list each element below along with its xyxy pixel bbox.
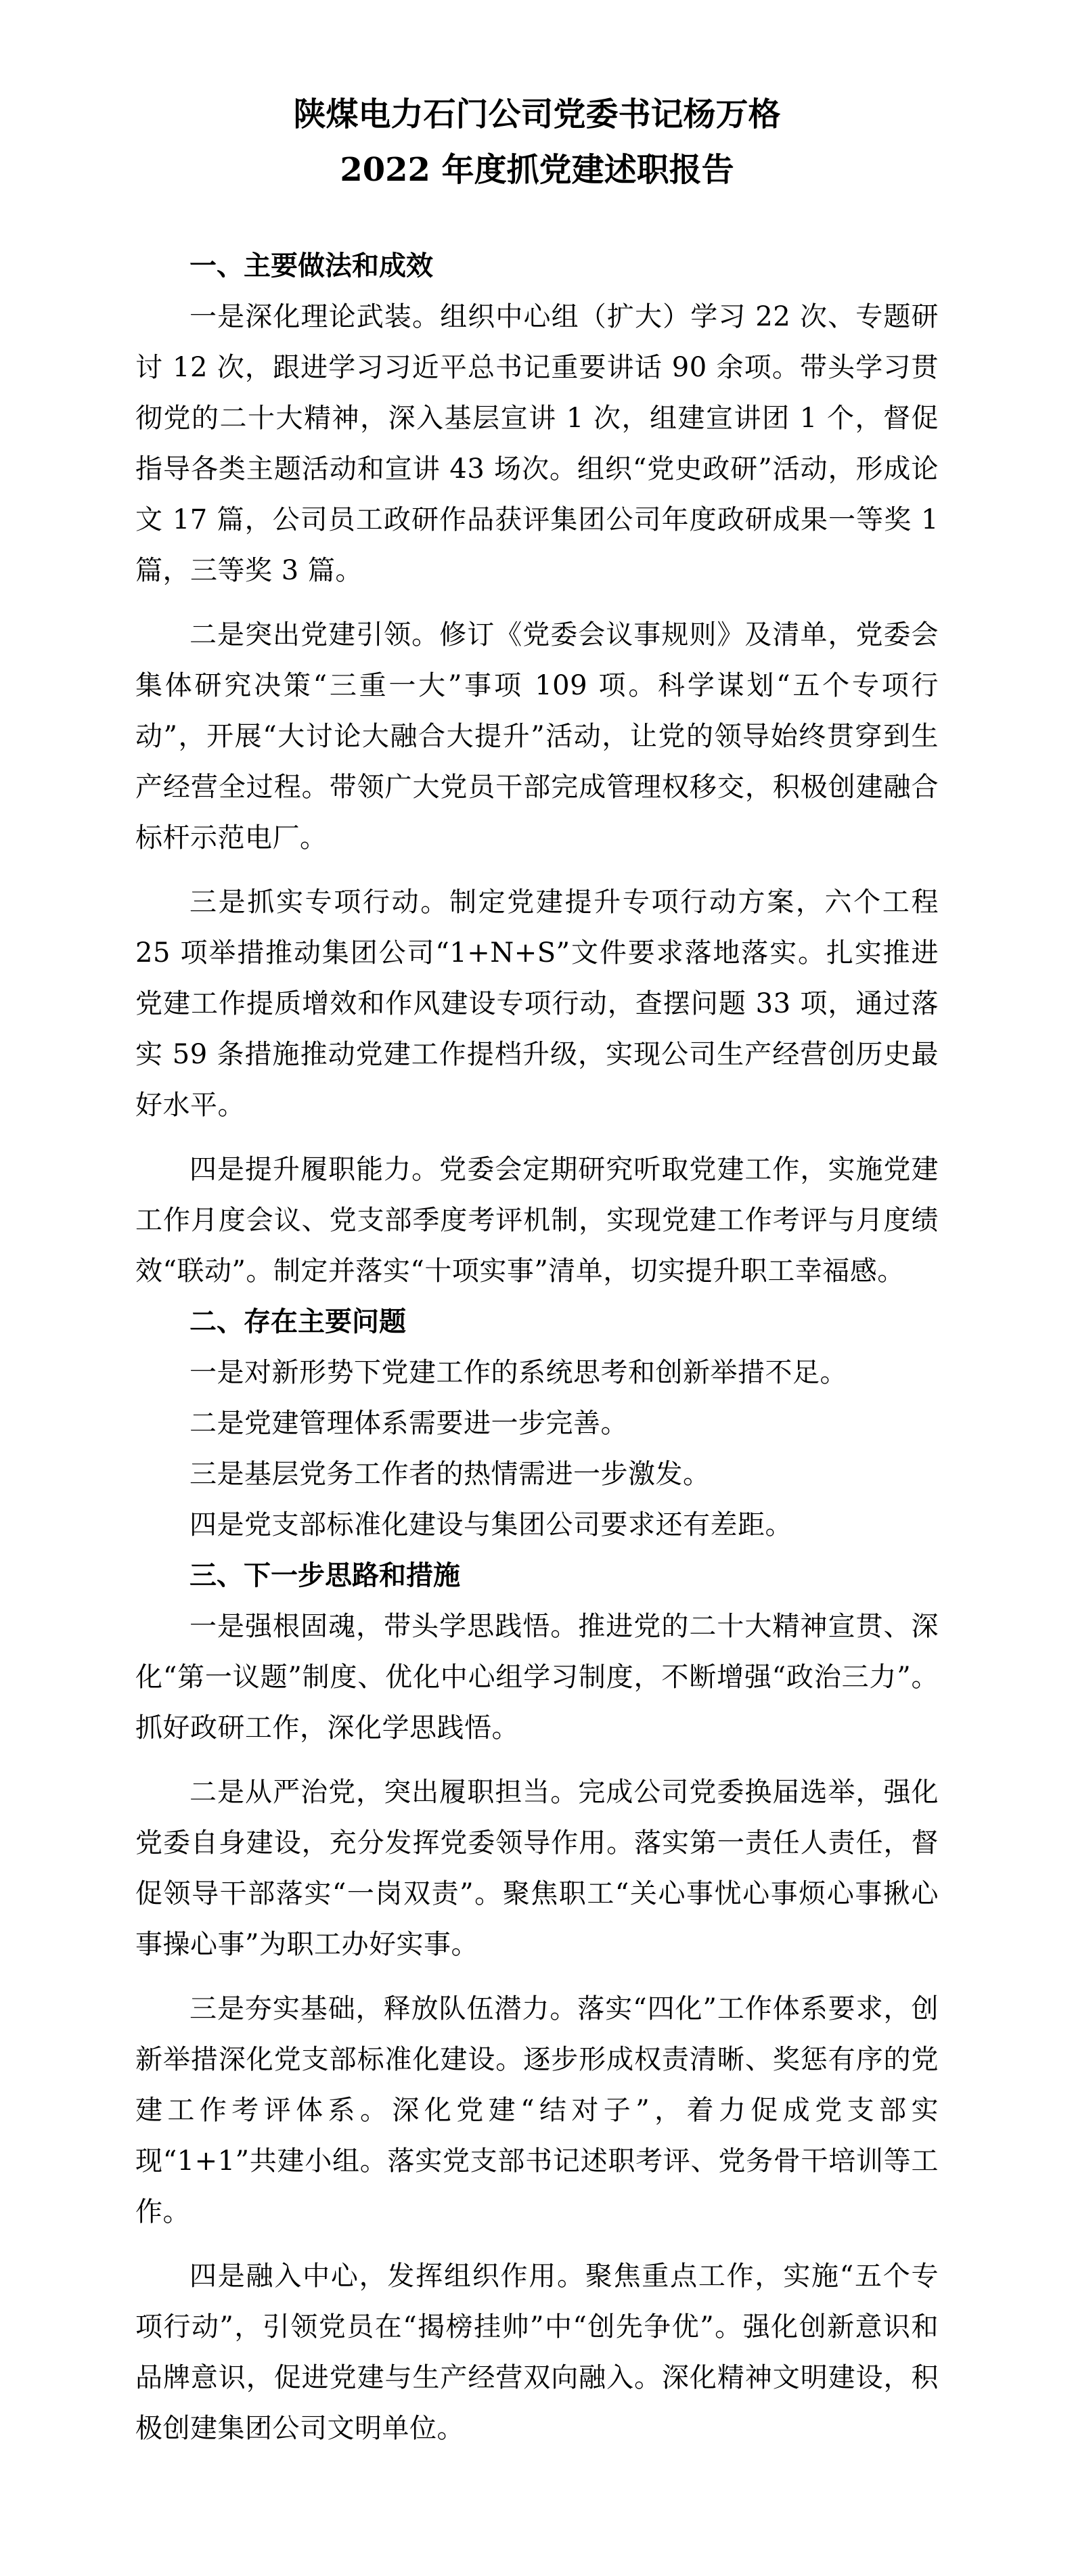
paragraph: 四是党支部标准化建设与集团公司要求还有差距。 <box>189 1509 792 1540</box>
paragraph: 一是强根固魂，带头学思践悟。推进党的二十大精神宣贯、深化“第一议题”制度、优化中心组学习制度，不断增强“政治三力”。抓好政研工作，深化学思践悟。 <box>135 1611 939 1744</box>
paragraph-gap <box>135 1754 939 1767</box>
paragraph: 二是突出党建引领。修订《党委会议事规则》及清单，党委会集体研究决策“三重一大”事项 109 项。科学谋划“五个专项行动”，开展“大讨论大融合大提升”活动，让党的领导始终贯穿到生产经营全过程。带领广大党员干部完成管理权移交，积极创建融合标杆示范电厂。 <box>135 619 939 853</box>
section-heading-3: 三、下一步思路和措施 <box>189 1560 460 1591</box>
paragraph: 四是融入中心，发挥组织作用。聚焦重点工作，实施“五个专项行动”，引领党员在“揭榜挂帅”中“创先争优”。强化创新意识和品牌意识，促进党建与生产经营双向融入。深化精神文明建设，积极创建集团公司文明单位。 <box>135 2261 939 2444</box>
paragraph: 三是抓实专项行动。制定党建提升专项行动方案，六个工程 25 项举措推动集团公司“1+N+S”文件要求落地落实。扎实推进党建工作提质增效和作风建设专项行动，查摆问题 33 项，通过落实 59 条措施推动党建工作提档升级，实现公司生产经营创历史最好水平。 <box>135 887 939 1121</box>
paragraph-gap <box>135 1970 939 1984</box>
paragraph: 三是夯实基础，释放队伍潜力。落实“四化”工作体系要求，创新举措深化党支部标准化建设。逐步形成权责清晰、奖惩有序的党建工作考评体系。深化党建“结对子”，着力促成党支部实现“1+1”共建小组。落实党支部书记述职考评、党务骨干培训等工作。 <box>135 1993 939 2227</box>
paragraph: 一是对新形势下党建工作的系统思考和创新举措不足。 <box>189 1357 847 1388</box>
title-spacer <box>135 198 939 241</box>
paragraph-gap <box>135 2238 939 2251</box>
section-heading-2: 二、存在主要问题 <box>189 1306 406 1337</box>
document-title-line-1: 陕煤电力石门公司党委书记杨万格 <box>293 95 781 133</box>
paragraph-gap <box>135 864 939 877</box>
paragraph: 一是深化理论武装。组织中心组（扩大）学习 22 次、专题研讨 12 次，跟进学习习近平总书记重要讲话 90 余项。带头学习贯彻党的二十大精神，深入基层宣讲 1 次，组建宣讲团 1 个，督促指导各类主题活动和宣讲 43 场次。组织“党史政研”活动，形成论文 17 篇，公司员工政研作品获评集团公司年度政研成果一等奖 1 篇，三等奖 3 篇。 <box>135 301 939 586</box>
paragraph: 三是基层党务工作者的热情需进一步激发。 <box>189 1459 711 1490</box>
section-heading-1: 一、主要做法和成效 <box>189 250 433 282</box>
document-title-line-2: 2022 年度抓党建述职报告 <box>340 151 734 189</box>
paragraph: 四是提升履职能力。党委会定期研究听取党建工作，实施党建工作月度会议、党支部季度考评机制，实现党建工作考评与月度绩效“联动”。制定并落实“十项实事”清单，切实提升职工幸福感。 <box>135 1154 939 1287</box>
paragraph: 二是从严治党，突出履职担当。完成公司党委换届选举，强化党委自身建设，充分发挥党委领导作用。落实第一责任人责任，督促领导干部落实“一岗双责”。聚焦职工“关心事忧心事烦心事揪心事操心事”为职工办好实事。 <box>135 1777 939 1960</box>
paragraph: 二是党建管理体系需要进一步完善。 <box>189 1408 628 1439</box>
paragraph-gap <box>135 1131 939 1145</box>
paragraph-gap <box>135 596 939 610</box>
